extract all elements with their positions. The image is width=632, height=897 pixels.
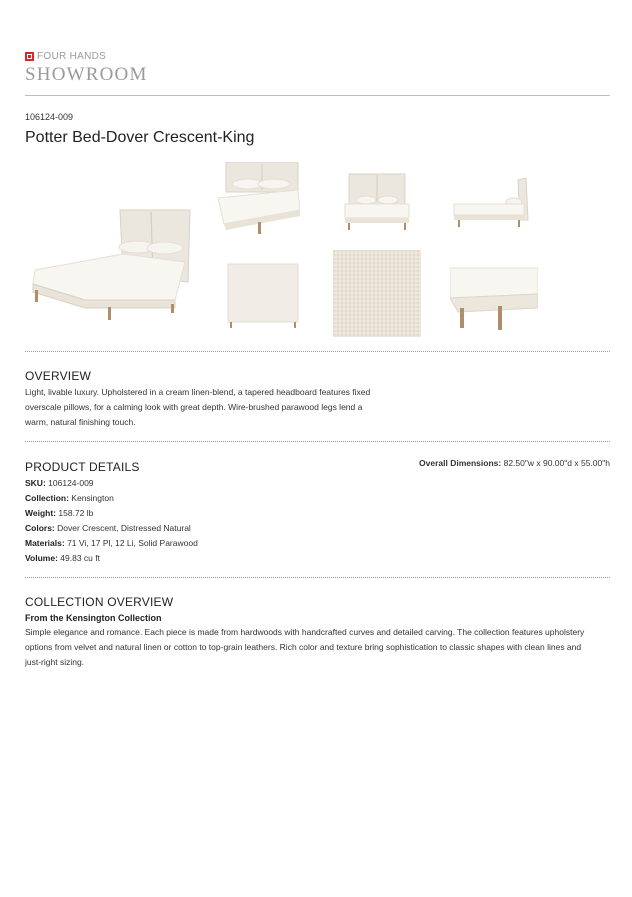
detail-value: Dover Crescent, Distressed Natural [57,523,191,533]
detail-row-colors [25,523,191,533]
detail-row-collection [25,493,114,503]
detail-row-sku [25,478,94,488]
dimensions-label: Overall Dimensions: [419,458,502,468]
detail-label: Volume: [25,553,58,563]
product-thumbnail-leg-detail[interactable] [450,250,538,337]
brand-name: FOUR HANDS [37,51,107,62]
detail-value: 49.83 cu ft [60,553,100,563]
collection-line: options from velvet and natural linen or cotton to top-grain leathers. Rich color and texture bring sophistication to classic shapes with clean lines and [25,642,582,652]
collection-subheading: From the Kensington Collection [25,613,162,623]
section-divider [25,441,610,442]
product-title: Potter Bed-Dover Crescent-King [25,129,255,146]
overall-dimensions [419,458,610,468]
product-thumbnail-front[interactable] [333,162,421,237]
brand-showroom: SHOWROOM [25,64,148,85]
main-product-image [25,162,205,337]
header-divider [25,95,610,96]
section-divider [25,577,610,578]
brand-logo-icon [25,52,34,61]
product-thumbnail-headboard-back[interactable] [218,250,300,335]
collection-line: Simple elegance and romance. Each piece is made from hardwoods with handcrafted curves and detailed carving. The collection features upholstery [25,627,585,637]
detail-label: SKU: [25,478,46,488]
overview-line: overscale pillows, for a calming look with great depth. Wire-brushed parawood legs lend a [25,402,363,412]
detail-value: 106124-009 [48,478,94,488]
overview-line: Light, livable luxury. Upholstered in a cream linen-blend, a tapered headboard features fixed [25,387,371,397]
detail-row-weight [25,508,93,518]
detail-label: Colors: [25,523,55,533]
dimensions-value: 82.50"w x 90.00"d x 55.00"h [503,458,610,468]
overview-heading: OVERVIEW [25,369,92,383]
collection-overview-heading: COLLECTION OVERVIEW [25,595,174,609]
overview-text [25,385,370,430]
detail-row-materials [25,538,198,548]
detail-label: Materials: [25,538,65,548]
collection-text [25,625,615,670]
overview-line: warm, natural finishing touch. [25,417,136,427]
detail-row-volume [25,553,100,563]
detail-label: Collection: [25,493,69,503]
product-details-heading: PRODUCT DETAILS [25,460,140,474]
detail-value: 71 Vi, 17 Pl, 12 Li, Solid Parawood [67,538,198,548]
section-divider [25,351,610,352]
product-thumbnail-side[interactable] [450,162,538,237]
collection-line: just-right sizing. [25,657,85,667]
product-thumbnail-angle[interactable] [218,162,300,237]
product-sku: 106124-009 [25,112,74,122]
detail-value: Kensington [71,493,114,503]
detail-value: 158.72 lb [58,508,94,518]
product-thumbnail-fabric-swatch[interactable] [333,250,421,337]
detail-label: Weight: [25,508,57,518]
